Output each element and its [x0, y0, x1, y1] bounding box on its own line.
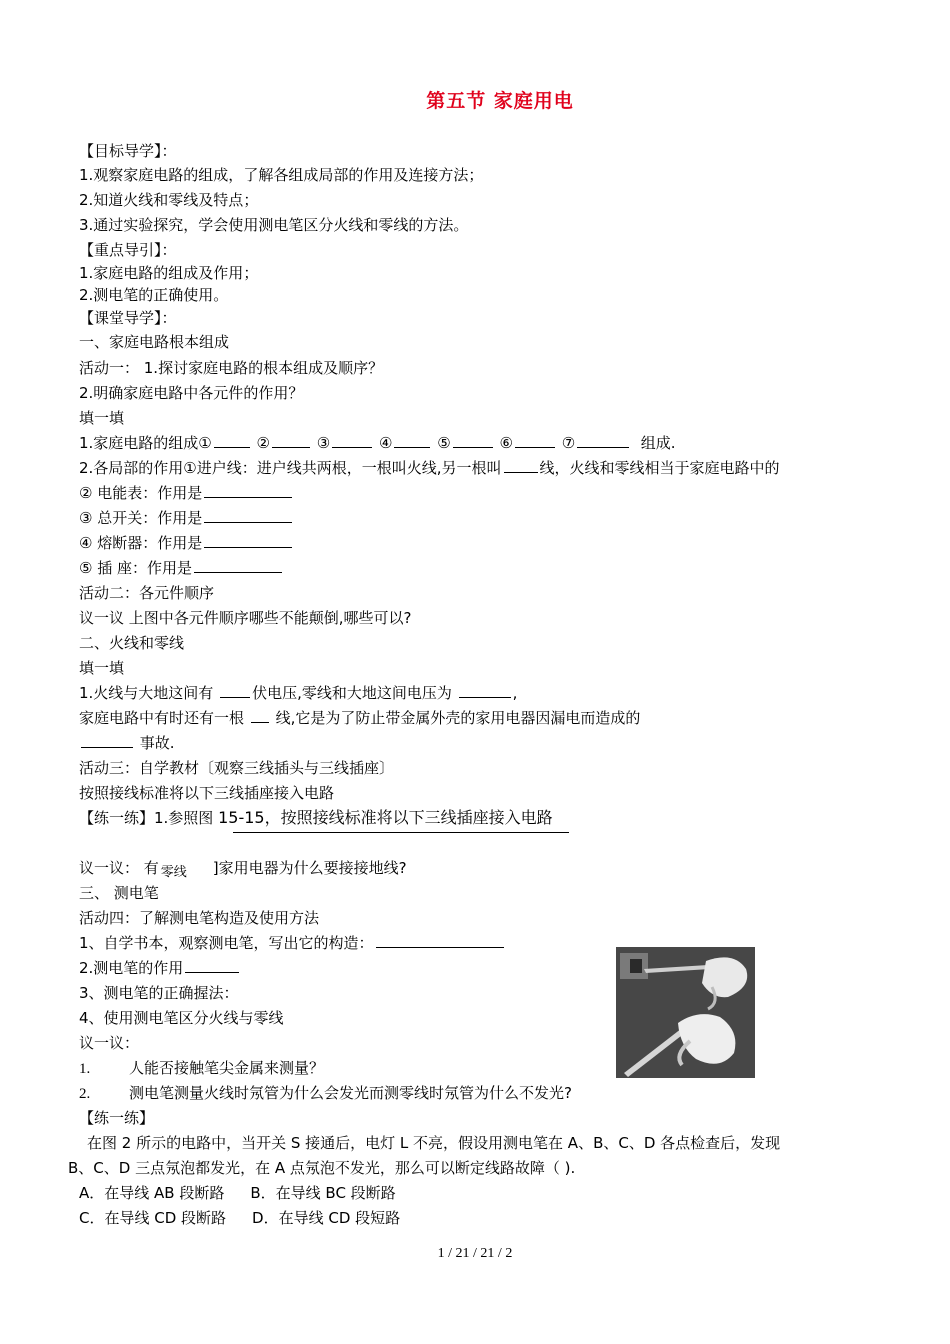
voltage-prefix: 1.火线与大地这间有 — [79, 684, 214, 702]
blank[interactable] — [251, 708, 269, 723]
fill-accident — [79, 733, 175, 753]
blank[interactable] — [394, 433, 430, 448]
circled-5: ⑤ — [437, 434, 451, 452]
blank[interactable] — [214, 433, 250, 448]
pen-function-label: 2.测电笔的作用 — [79, 959, 184, 977]
voltage-mid: 伏电压,零线和大地这间电压为 — [252, 684, 452, 702]
blank[interactable] — [459, 683, 511, 698]
blank[interactable] — [194, 558, 282, 573]
role-socket — [79, 558, 284, 578]
problem-line-1: 在图 2 所示的电路中，当开关 S 接通后，电灯 L 不亮，假设用测电笔在 A、B、C、D 各点检查后，发现 — [87, 1134, 781, 1152]
zero-line-label: 零线 — [160, 865, 187, 880]
blank[interactable] — [81, 733, 133, 748]
options-row-1 — [79, 1183, 396, 1203]
blank[interactable] — [515, 433, 555, 448]
options-row-2 — [79, 1208, 400, 1228]
section-1-heading: 一、家庭电路根本组成 — [79, 333, 230, 351]
question-2-number: 2. — [79, 1086, 91, 1102]
practice-1 — [79, 808, 553, 828]
role-label: ⑤ 插 座：作用是 — [79, 559, 192, 577]
activity-2: 活动二：各元件顺序 — [79, 584, 215, 602]
blank[interactable] — [504, 458, 538, 473]
class-heading: 【课堂导学】： — [79, 309, 177, 327]
blank[interactable] — [220, 683, 250, 698]
fill-label-2: 填一填 — [79, 659, 125, 677]
goal-1: 1.观察家庭电路的组成，了解各组成局部的作用及连接方法； — [79, 166, 484, 184]
question-1-text: 人能否接触笔尖金属来测量？ — [129, 1059, 325, 1077]
fill-roles-prefix: 2.各局部的作用①进户线：进户线共两根，一根叫火线,另一根叫 — [79, 459, 502, 477]
section-2-heading: 二、火线和零线 — [79, 634, 185, 652]
discussion-3: 议一议： — [79, 1034, 140, 1052]
circled-6: ⑥ — [499, 434, 513, 452]
discussion-2 — [79, 858, 407, 880]
practice-2-heading: 【练一练】 — [79, 1109, 155, 1127]
discussion-2-suffix: ]家用电器为什么要接接地线? — [212, 859, 407, 877]
practice-1-text: 15-15，按照接线标准将以下三线插座接入电路 — [218, 808, 553, 827]
role-meter — [79, 483, 294, 503]
blank[interactable] — [204, 508, 292, 523]
blank[interactable] — [453, 433, 493, 448]
fill-composition-suffix: 组成. — [640, 434, 676, 452]
practice-1-prefix: 【练一练】1.参照图 — [79, 809, 214, 827]
option-a[interactable]: A．在导线 AB 段断路 — [79, 1184, 225, 1202]
fill-roles-intro — [79, 458, 780, 478]
section-3-heading: 三、 测电笔 — [79, 884, 159, 902]
fill-label: 填一填 — [79, 409, 125, 427]
ground-suffix: 线,它是为了防止带金属外壳的家用电器因漏电而造成的 — [275, 709, 641, 727]
accident-suffix: 事故. — [139, 734, 175, 752]
key-heading: 【重点导引】： — [79, 241, 177, 259]
circled-2: ② — [256, 434, 270, 452]
question-2 — [79, 1083, 572, 1104]
fill-composition-prefix: 1.家庭电路的组成① — [79, 434, 212, 452]
discussion-1: 议一议 上图中各元件顺序哪些不能颠倒,哪些可以? — [79, 609, 412, 627]
blank[interactable] — [272, 433, 310, 448]
pen-function — [79, 958, 241, 978]
test-pen-illustration — [616, 947, 755, 1078]
blank[interactable] — [204, 533, 292, 548]
activity-1-q2: 2.明确家庭电路中各元件的作用？ — [79, 384, 304, 402]
discussion-2-prefix: 议一议： 有 — [79, 859, 159, 877]
role-label: ④ 熔断器：作用是 — [79, 534, 203, 552]
option-b[interactable]: B．在导线 BC 段断路 — [250, 1184, 396, 1202]
blank[interactable] — [376, 933, 504, 948]
activity-1: 活动一： 1.探讨家庭电路的根本组成及顺序？ — [79, 359, 384, 377]
circled-4: ④ — [379, 434, 393, 452]
circled-3: ③ — [316, 434, 331, 452]
goal-3: 3.通过实验探究，学会使用测电笔区分火线和零线的方法。 — [79, 216, 469, 234]
page-title: 第五节 家庭用电 — [426, 90, 574, 112]
underline-rule — [233, 832, 569, 833]
question-1-number: 1. — [79, 1061, 91, 1077]
role-fuse — [79, 533, 294, 553]
circled-7: ⑦ — [561, 434, 576, 452]
activity-4: 活动四：了解测电笔构造及使用方法 — [79, 909, 320, 927]
role-label: ② 电能表：作用是 — [79, 484, 203, 502]
activity-3-instruction: 按照接线标准将以下三线插座接入电路 — [79, 784, 335, 802]
fill-roles-suffix: 线，火线和零线相当于家庭电路中的 — [539, 459, 780, 477]
ground-prefix: 家庭电路中有时还有一根 — [79, 709, 245, 727]
test-pen-photo — [616, 947, 755, 1078]
pen-usage: 4、使用测电笔区分火线与零线 — [79, 1009, 284, 1027]
activity-3: 活动三：自学教材〔观察三线插头与三线插座〕 — [79, 759, 395, 777]
blank[interactable] — [332, 433, 372, 448]
pen-grip: 3、测电笔的正确握法： — [79, 984, 239, 1002]
goals-heading: 【目标导学】： — [79, 142, 177, 160]
pen-structure-label: 1、自学书本，观察测电笔，写出它的构造： — [79, 934, 374, 952]
problem-line-2: B、C、D 三点氖泡都发光，在 A 点氖泡不发光，那么可以断定线路故障（ ). — [68, 1159, 576, 1177]
blank[interactable] — [577, 433, 629, 448]
blank[interactable] — [185, 958, 239, 973]
blank[interactable] — [204, 483, 292, 498]
page-footer: 1 / 21 / 21 / 2 — [437, 1246, 513, 1261]
role-label: ③ 总开关：作用是 — [79, 509, 203, 527]
option-d[interactable]: D．在导线 CD 段短路 — [252, 1209, 401, 1227]
option-c[interactable]: C．在导线 CD 段断路 — [79, 1209, 227, 1227]
key-point-2: 2.测电笔的正确使用。 — [79, 286, 229, 304]
key-point-1: 1.家庭电路的组成及作用； — [79, 264, 259, 282]
fill-composition — [79, 433, 676, 453]
question-2-text: 测电笔测量火线时氖管为什么会发光而测零线时氖管为什么不发光? — [129, 1084, 572, 1102]
fill-ground — [79, 708, 640, 728]
goal-2: 2.知道火线和零线及特点； — [79, 191, 259, 209]
pen-structure — [79, 933, 506, 953]
voltage-suffix: , — [512, 684, 518, 702]
question-1 — [79, 1058, 324, 1079]
fill-voltage — [79, 683, 517, 703]
role-switch — [79, 508, 294, 528]
